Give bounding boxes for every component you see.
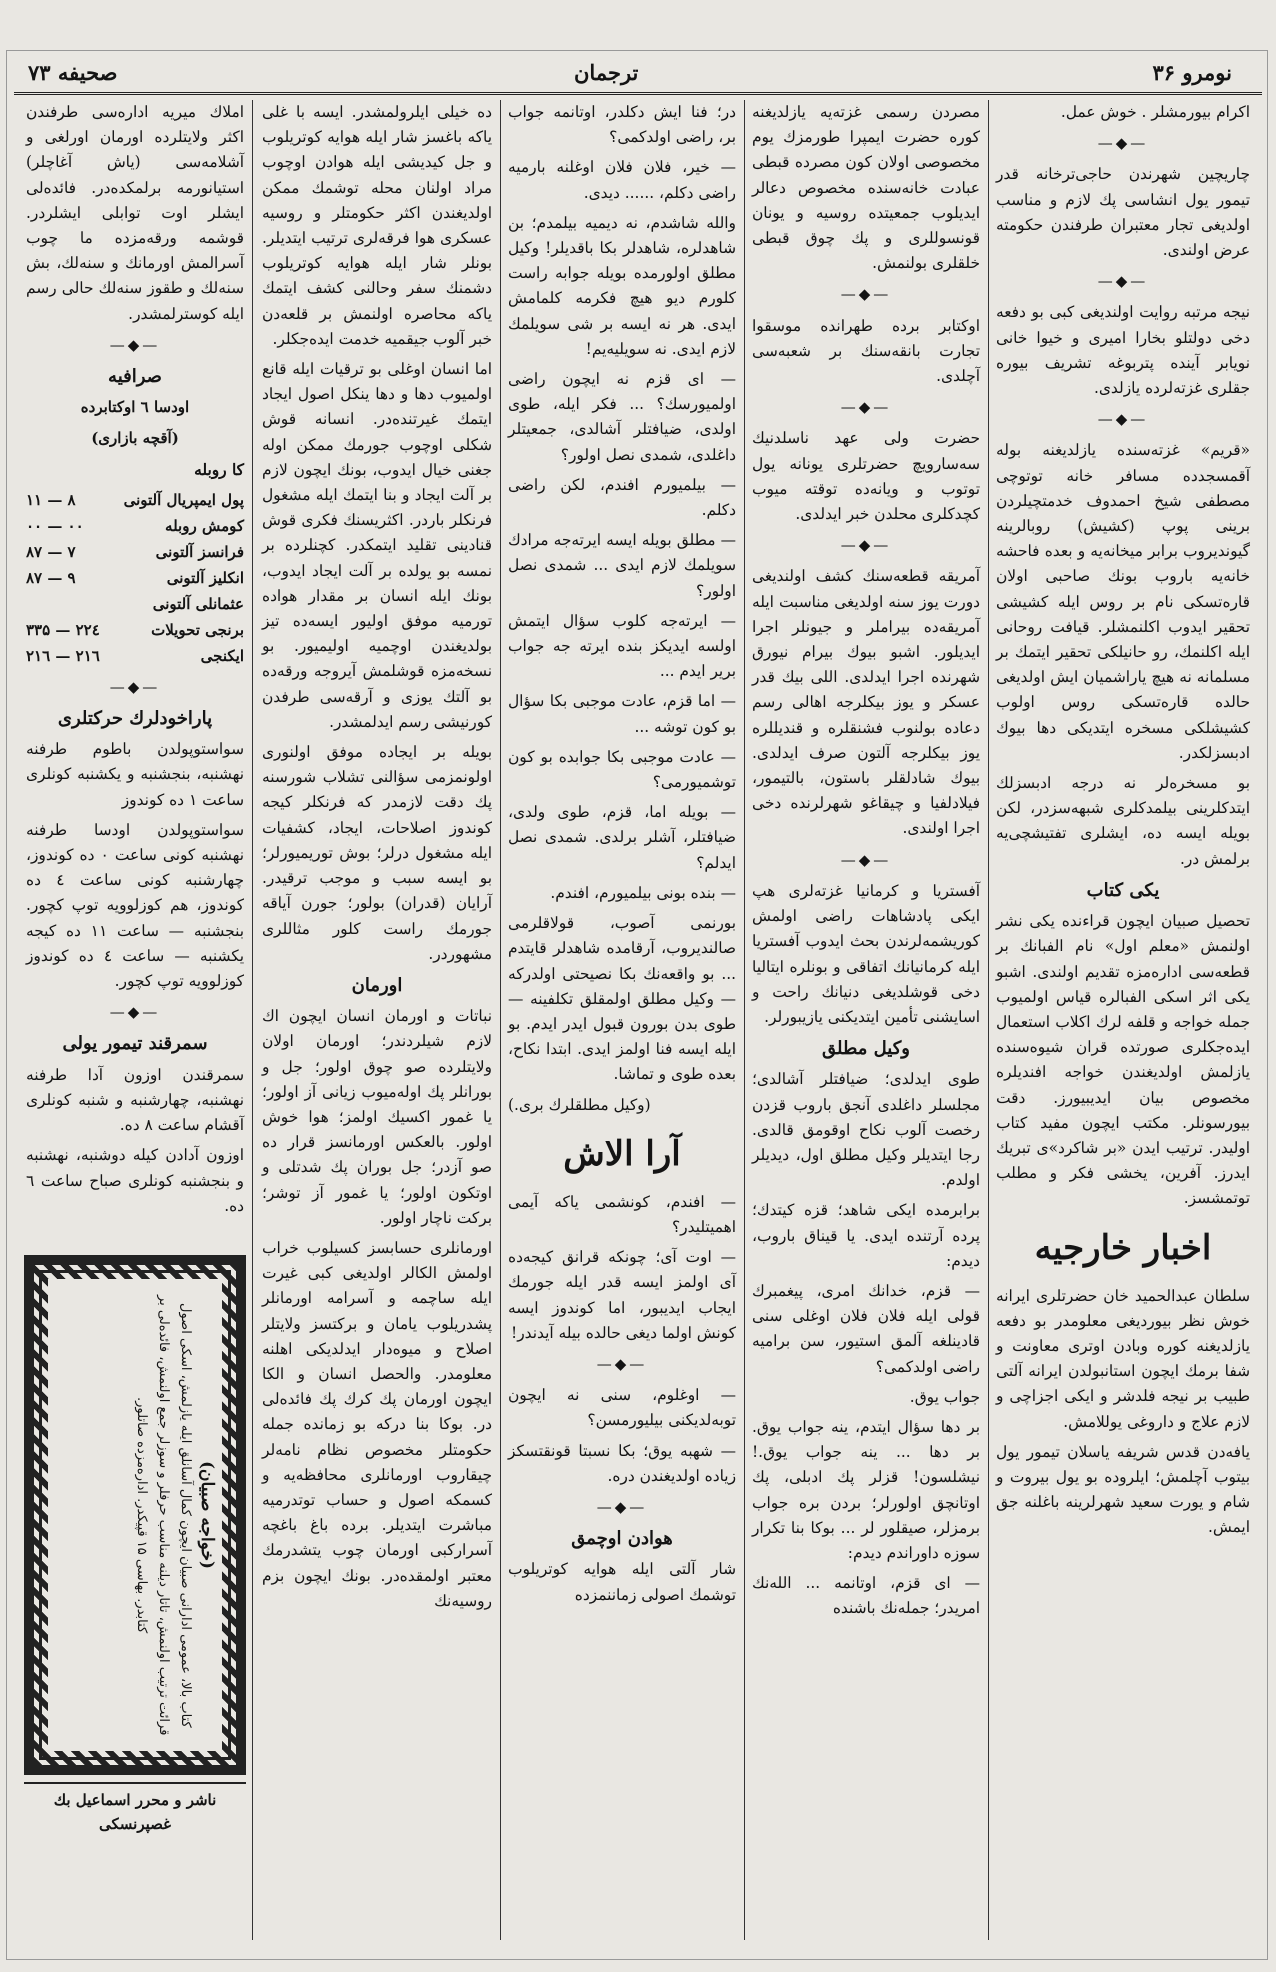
paragraph: حضرت ولی عهد ناسلدنیك سه‌سارویچ حضرتلری یونانه یول توتوب و ویانه‌ده توقته میوب کچدکلری محلدن خبر ایدلدی. [752, 429, 980, 524]
paragraph: املاك میریه اداره‌سی طرفندن اکثر ولایتلرده اورمان اورلغی و آشلامه‌سی (یاش آغاچلر) استیانورمه برلمکده‌در. فائده‌لی ایشلر اوت توابلی ایشلردر. قوشمه ورقه‌مزده ما چوب آسرالمش اورمانك و سنه‌لك، بش سنه‌لك و طقوز سنه‌لك حالی رسم ایله کوسترلمشدر. [26, 103, 244, 323]
currency-name: انکلیز آلتونی [166, 568, 244, 587]
section-heading-plenipotentiary: وکیل مطلق [822, 1038, 910, 1060]
issue-number: نومرو ۳۶ [1152, 60, 1232, 85]
paragraph: — افندم، کونشمی یاکه آیمی اهمیتلیدر؟ [508, 1192, 736, 1236]
paragraph: جواب یوق. [909, 1387, 980, 1406]
paragraph: شار آلتی ایله هوایه کوتریلوب توشمك اصولی زماننمزده [508, 1560, 736, 1604]
column-rule [744, 100, 745, 1940]
currency-name: کومش روبله [165, 516, 244, 535]
paragraph: آمریقه قطعه‌سنك کشف اولندیغی دورت یوز سنه اولدیغی مناسبت ایله آمریقه‌ده بیراملر و جیونلر اجرا ایدیلور. اشبو بیوك بیرام نیورق شهرنده اجرا ایدلدی. اللی بیك قدر عسکر و یوز بیکلرجه اهالی رسم دعاده بولنوب فشنقلره و قندیللره یوز بیکلرجه آلتون صرف ایدلدی. بیوك شادلقلر باستون، بالتیمور، فیلادلفیا و چیقاغو شهرلرنده دخی اجرا اولندی. [752, 567, 980, 838]
currency-value: ۲۱٦ — ۲۱٦ [26, 646, 100, 665]
paragraph: سلطان عبدالحمید خان حضرتلری ایرانه خوش نظر بیوردیغی معلومدر بو دفعه یازلدیغنه کوره وبادن اوتری معاونت و شفا برمك ایچون استانبولدن ایرانه آلتی طبیب بر نیجه فلدشر و ایکی اجزاچی و لازم علاج و داروغی یوللامش. [996, 1286, 1250, 1431]
paragraph: — عادت موجبی بکا جوابده بو کون توشمیورمی؟ [508, 747, 736, 792]
exchange-rate-row [26, 487, 244, 513]
paragraph: در؛ فنا ایش دکلدر، اوتانمه جواب بر، راضی اولدکمی؟ [508, 103, 736, 147]
paragraph: بر دها سؤال ایتدم، ینه جواب یوق. بر دها ... ینه جواب یوق.! نیشلسون! قزلر پك ادبلی، پك اوتانچق اولورلر؛ بردن بره جواب برمزلر، صیقلور لر ... بوکا بنا تکرار سوزه داوراندم دیدم: [752, 1417, 980, 1562]
separator: —◆— [109, 335, 161, 354]
exchange-rates-table [26, 487, 244, 669]
paragraph: چاریچین شهرندن حاجی‌ترخانه قدر تیمور یول انشاسی پك لازم و مناسب اولدیغی تجار معتبران طرفندن حکومته عرض اولندی. [996, 165, 1250, 260]
paragraph: — بویله اما، قزم، طوی ولدی، ضیافتلر، آشلر برلدی. شمدی نصل ایدلم؟ [508, 803, 736, 872]
paragraph: — شهبه یوق؛ بکا نسبتا قونقتسکز زیاده اولدیغندن دره. [508, 1441, 736, 1485]
advertisement-body: کتاب بالا، عمومی ادارانی صبیان ایچون کمال آسانلق ایله یازلمش، اسکی اصول قرائت ترتیب اولنمش، تاتار دیلنه مناسب حرفلر و سوزلر جمع اولنمش، فائده‌لی بر کتابدر. بهاسی ۱۵ قپیکدر. اداره‌مزده صاتلور. [134, 1294, 193, 1736]
separator: —◆— [1097, 272, 1149, 291]
paragraph: اوکتابر برده طهرانده موسقوا تجارت بانقه‌سنك بر شعبه‌سی آچلدی. [752, 316, 980, 386]
separator: —◆— [109, 677, 161, 696]
exchange-unit: کا روبله [194, 460, 244, 479]
paragraph: نباتات و اورمان انسان ایچون اك لازم شیلردندر؛ اورمان اولان ولایتلرده صو چوق اولور؛ جل و بورانلر پك اوله‌میوب زیانی آز اولور؛ یا غمور اکسیك اولمز؛ هوا خوش اولور. بالعکس اورمانسز قرار ده صو آزدر؛ جل بوران پك شدتلی و اوتکون اولور؛ یا غمور آز توشر؛ برکت ناچار اولور. [262, 1007, 492, 1227]
signature-line: (وکیل مطلقلرك بری.) [508, 1095, 651, 1114]
paragraph: اوزون آدادن کیله دوشنبه، نهشنبه و بنجشنبه کونلری صباح ساعت ٦ ده. [26, 1146, 244, 1215]
currency-value: ۰۰ — ۰۰ [26, 516, 84, 535]
paragraph: یافه‌دن قدس شریفه یاسلان تیمور یول بیتوب آچلمش؛ ایلروده بو یول بیروت و شام و یورت سعید شهرلرینه باغلنه جق ایمش. [996, 1442, 1250, 1537]
column-rule [500, 100, 501, 1940]
paragraph: والله شاشدم، نه دیمیه بیلمدم؛ بن شاهدلره، شاهدلر بکا باقدیلر! وکیل مطلق اولورمده بویله جوابه راست کلورم دیو هیچ فکرمه کلمامش ایدی. هر نه ایسه بر شی سویلمك لازم ایدی. نه سویلیه‌یم! [508, 213, 736, 358]
paragraph: ده خیلی ایلرولمشدر. ایسه با غلی یاکه باغسز شار ایله هوایه کوتریلوب و جل کیدیشی ایله هوادن اوچوب مراد اولنان محله توشمك ممکن اولدیغندن اکثر حکومتلر و روسیه عسکری هوا فرقه‌لری ترتیب ایتدیلر. بونلر شار ایله هوایه کوتریلوب دشمنك سفر وحالنی کشف ایتمك یاکه محاصره اولنمش بر قلعه‌دن خبر آلوب جیقمیه خدمت ایده‌جکلر. [262, 103, 492, 348]
paragraph: — ایرته‌جه کلوب سؤال ایتمش اولسه ایدیکز بنده ایرته جه جواب بریر ایدم ... [508, 611, 736, 681]
paragraph: — خیر، فلان فلان اوغلنه بارمیه راضی دکلم، ...... دیدی. [508, 158, 736, 202]
section-heading-foreign-news: اخبار خارجیه [1034, 1227, 1212, 1268]
paragraph: نیجه مرتبه روایت اولندیغی کبی بو دفعه دخی دولتلو بخارا امیری و خیوا خانی نویابر آینده پتربوغه تشریف بیوره جقلری غزته‌لرده یازلدی. [996, 303, 1250, 398]
paragraph: برابرمده ایکی شاهد؛ قزه کیتدك؛ پرده آرتنده ایدی. یا قیناق باروب، دیدم: [752, 1201, 980, 1270]
paragraph: تحصیل صبیان ایچون قراءنده یکی نشر اولنمش «معلم اول» نام الفبانك بر قطعه‌سی اداره‌مزه تقدیم اولندی. اشبو یکی اثر اسکی الفبالره قیاس اولمیوب جمله خواجه و قلفه لرك اکلاب استعمال ایده‌جکلری صورتده قران شیوه‌سنده یازلمش اولدیغندن خواجه افندیلره مخصوص بیان ایدیبیورز. دقت بیورسونلر. مکتب ایچون مفید کتاب اولیدر. ترتیب ایدن «بر شاکرد»ی تبریك ایدرز. آفرین، یخشی فکر و مطلب توتمشسز. [996, 912, 1250, 1208]
paragraph: — اما قزم، عادت موجبی بکا سؤال بو کون توشه ... [508, 692, 736, 736]
separator: —◆— [840, 536, 892, 555]
separator: —◆— [840, 285, 892, 304]
column-1 [990, 100, 1256, 1940]
page-number: صحیفه ۷۳ [28, 60, 118, 85]
separator: —◆— [596, 1354, 648, 1373]
column-rule [252, 100, 253, 1940]
currency-name: ایکنجی [200, 646, 244, 665]
currency-value: ۸۷ — ۹ [26, 568, 76, 587]
paragraph: — بنده بونی بیلمیورم، افندم. [550, 883, 736, 902]
column-5 [20, 100, 250, 1250]
paragraph: «قریم» غزته‌سنده یازلدیغنه بوله آقمسجدده مسافر خانه توتوچی مصطفی شیخ احمدوف خدمتچیلردن برینی پوپ (کشیش) روبالرینه گیوندیروب برابر میخانه‌یه و بعده فاحشه خانه‌یه باروب بونك صاحبی اولان قاره‌تسکی نام بر روس ایله کشیشی تحقیر ایدوب اکلنمشلر. قیافت روحانی ایله اکلنمك، رو حانیلکی تحقیر ایتمك بر مسلمانه نه هیچ یاراشمیان ایش اولدیغی حالده قاره‌تسکی روس اولوب کشیشلکی مسخره ایتدیکی دها بیوك ادبسزلکدر. [996, 441, 1250, 762]
exchange-rate-row [26, 591, 244, 617]
advertisement-text [48, 1279, 222, 1751]
paragraph: سواستوپولدن باطوم طرفنه نهشنبه، بنجشنبه و یکشنبه کونلری ساعت ۱ ده کوندوز [26, 740, 244, 809]
currency-name: برنجی تحویلات [151, 620, 244, 639]
section-heading-new-book: یکی کتاب [1086, 879, 1160, 901]
paragraph: — مطلق بویله ایسه ایرته‌جه مرادك سویلمك لازم ایدی ... شمدی نصل اولور؟ [508, 531, 736, 600]
paragraph: — ای قزم نه ایچون راضی اولمیورسك؟ ... فکر ایله، طوی اولدی، ضیافتلر آشالدی، جمعیتلر داغلدی، شمدی نصل اولور؟ [508, 370, 736, 464]
paragraph: اورمانلری حسابسز کسیلوب خراب اولمش الکالر اولدیغی کبی غیرت ایله ساچمه و آسرامه اورمانلر پشدریلوب یامان و برکتسز ولایتلر اصلاح و میوه‌دار ایدلدیکی اهلنه معلومدر. والحصل انسان و الکا ایچون اورمان پك کرك پك فائده‌لی در. بوکا بنا درکه بو زمانده جمله حکومتلر مخصوص نظام نامه‌لر چیقاروب اورمانلری محافظه‌یه و کسمکه اصول و حساب توتدرمیه مباشرت ایتدیلر. برده باغ باغچه آسرارکبی اورمان چوب یتشدرمك معتبر اولمقده‌در. بونك ایچون بزم روسیه‌نك [262, 1238, 492, 1610]
exchange-rate-row [26, 643, 244, 669]
publisher-line: ناشر و محرر اسماعیل بك غصپرنسکی [24, 1782, 246, 1836]
masthead [14, 58, 1262, 95]
exchange-rate-row [26, 617, 244, 643]
separator: —◆— [840, 398, 892, 417]
exchange-market: (آقچه بازاری) [91, 429, 179, 448]
paragraph: طوی ایدلدی؛ ضیافتلر آشالدی؛ مجلسلر داغلدی آنجق باروب قزدن رخصت آلوب نکاح اوقومق قالدی. رجا ایتدیلر وکیل مطلق اول، دیدیلر اولدم. [752, 1070, 980, 1190]
section-heading-forest: اورمان [351, 974, 403, 996]
separator: —◆— [109, 1003, 161, 1022]
paragraph: — بیلمیورم افندم، لکن راضی دکلم. [508, 475, 736, 520]
separator: —◆— [840, 850, 892, 869]
paragraph: بورنمی آصوب، قولاقلرمی صالندیروب، آرقامده شاهدلر قایتدم ... بو واقعه‌نك بکا نصیحتی اولدرکه — وکیل مطلق اولمقلق تکلفینه — طوی بدن بورون قبول ایدر ایدم. بو ایله ایسه فنا اولمز ایدی. ابتدا نکاح، بعده طوی و تماشا. [508, 914, 736, 1084]
paragraph: — اوت آی؛ چونکه قرانق کیجه‌ده آی اولمز ایسه قدر ایله جورمك ایجاب ایدیبور، اما کوندوز ایسه کونش اولما دیغی حالده بیله آیدندر! [508, 1248, 736, 1342]
paragraph: بویله بر ایجاده موفق اولنوری اولونمزمی سؤالنی تشلاب شورسنه پك دقت لازمدر که فرنکلر کیجه کوندوز اصلاحات، ایجاد، کشفیات ایله مشغول درلر؛ بوش توریمیورلر؛ بو ایسه سبب و موجب ترقیدر. آرایان (قدران) بولور؛ جورن آیاقه جورمك راست کلور مثاللری مشهوردر. [262, 743, 492, 963]
exchange-rate-row [26, 513, 244, 539]
column-2 [746, 100, 986, 1940]
paragraph: سواستوپولدن اودسا طرفنه نهشنبه کونی ساعت ۰ ده کوندوز، چهارشنبه کونی ساعت ٤ ده کوندوز، هم کوزلوویه توپ کچور. بنجشنبه — ساعت ۱۱ ده کیجه یکشنبه — ساعت ٤ ده کوندوز کوزلوویه توپ کچور. [26, 820, 244, 991]
advertisement-title: (خواجه صبیان) [197, 1460, 217, 1569]
column-rule [988, 100, 989, 1940]
section-heading-exchange: صرافیه [108, 366, 162, 388]
paragraph: — اوغلوم، سنی نه ایچون توبه‌لدیکنی بیلیورمسن؟ [508, 1386, 736, 1430]
paragraph: — قزم، خدانك امری، پیغمبرك قولی ایله فلان فلان اوغلی سنی قادینلغه آلمق استیور، سن برامیه راضی اولدکمی؟ [752, 1281, 980, 1376]
exchange-rate-row [26, 565, 244, 591]
currency-name: عثمانلی آلتونی [152, 594, 244, 613]
newspaper-title: ترجمان [574, 60, 639, 85]
paragraph: بو مسخره‌لر نه درجه ادبسزلك ایتدکلرینی بیلمدکلری شبهه‌سزدر، لکن بویله ایسه ده، ایشلری تفتیشچی‌یه برلمش در. [996, 774, 1250, 868]
paragraph: اکرام بیورمشلر . خوش عمل. [1060, 103, 1250, 121]
currency-value: ۱۱ — ۸ [26, 490, 76, 509]
separator: —◆— [1097, 410, 1149, 429]
section-heading-flying: هوادن اوچمق [571, 1528, 673, 1550]
currency-name: پول ایمپریال آلتونی [123, 490, 244, 509]
paragraph: اما انسان اوغلی بو ترقیات ایله قانع اولمیوب دها و دها ینکل اصول ایجاد ایتمك غیرتنده‌در. انسانه قوش شکلی اوچوب جورمك ممکن اوله جغنی خیال ایدوب، بونك ایچون لازم بر آلت ایجاد و بنا ایتمك ایله مشغول فرنکلر باردر. اکثریسنك فکری قوش قنادینی تقلید ایتمکدر. کچنلرده بر نمسه بو یولده بر آلت ایجاد ایدوب، بونك ایله انسان بر مقدار هواده تورمیه موفق اولیور ایسه‌ده تیز بولدیغندن اوچمیه اولیمیور. بو نسخه‌مزه قوشلمش آیروجه ورقه‌ده بو آلتك یوزی و آرقه‌سی طرفدن کورنیشی رسم ایدلمشدر. [262, 360, 492, 731]
advertisement-box [24, 1255, 246, 1775]
exchange-date: اودسا ٦ اوکتابرده [80, 398, 190, 417]
currency-name: فرانسز آلتونی [155, 542, 244, 561]
paragraph: — ای قزم، اوتانمه ... الله‌نك امریدر؛ جمله‌نك باشنده [752, 1574, 980, 1618]
paragraph: سمرقندن اوزون آدا طرفنه نهشنبه، چهارشنبه و شنبه کونلری آقشام ساعت ۸ ده. [26, 1065, 244, 1135]
exchange-rate-row [26, 539, 244, 565]
separator: —◆— [596, 1497, 648, 1516]
section-heading-miscellany: آرا الاش [563, 1133, 681, 1174]
column-4 [256, 100, 498, 1940]
currency-value: ۸۷ — ۷ [26, 542, 76, 561]
currency-value: ۳۳۵ — ۲۲٤ [26, 620, 100, 639]
separator: —◆— [1097, 134, 1149, 153]
section-heading-steamers: پاراخودلرك حرکتلری [57, 708, 213, 730]
paragraph: مصردن رسمی غزته‌یه یازلدیغنه کوره حضرت ایمپرا طورمزك یوم مخصوصی اولان کون مصرده قبطی عبادت خانه‌سنده مخصوص دعالر ایدیلوب جمعیتده روسیه و یونان قونسوللری و پك چوق قبطی خلقلری بولنمش. [752, 103, 980, 273]
column-3 [502, 100, 742, 1940]
section-heading-railway: سمرقند تیمور یولی [62, 1033, 208, 1055]
paragraph: آفستریا و کرمانیا غزته‌لری هپ ایکی پادشاهات راضی اولمش کوریشمه‌لرندن بحث ایدوب آفستریا ایله کرمانیانك اتفاقی و بونلره ایتالیا دخی قوشلدیغی دنیانك راحت و اسایشنی تأمین ایتدیکنی یازیبورلر. [752, 881, 980, 1026]
